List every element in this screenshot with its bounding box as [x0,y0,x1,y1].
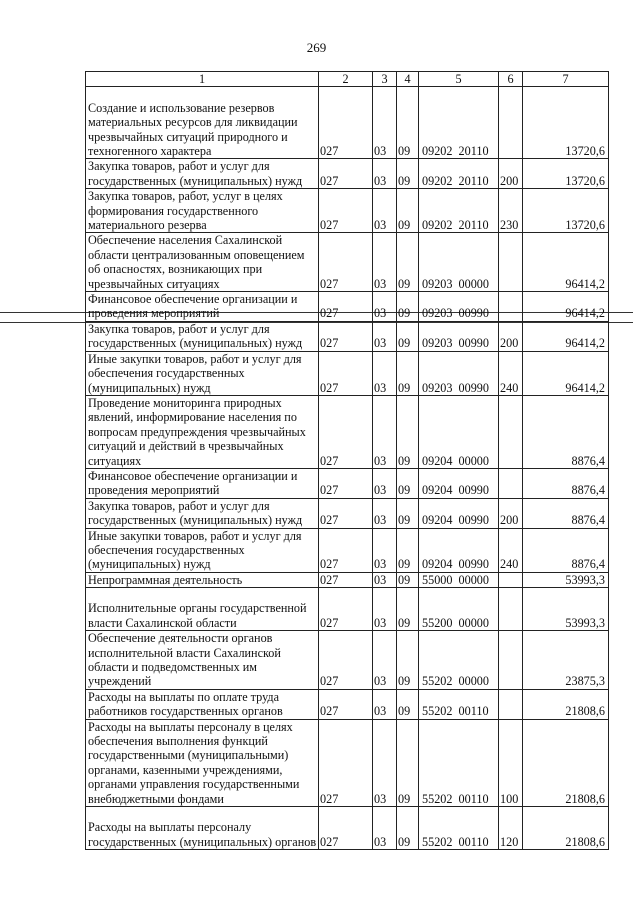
row-section-cell: 03 [373,572,397,587]
row-subsection-cell: 09 [397,498,419,528]
column-header: 5 [419,72,499,87]
column-header: 3 [373,72,397,87]
row-section-cell: 03 [373,159,397,189]
row-grbs-cell: 027 [319,159,373,189]
table-row [86,395,609,468]
table-row [86,351,609,395]
column-header: 7 [523,72,609,87]
row-grbs-cell: 027 [319,321,373,351]
row-name-cell: Закупка товаров, работ и услуг для государственных (муниципальных) нужд [86,321,319,351]
row-subsection-cell: 09 [397,572,419,587]
row-section-cell: 03 [373,498,397,528]
row-grbs-cell: 027 [319,233,373,292]
column-header: 4 [397,72,419,87]
row-target-article-cell: 09203 00990 [419,351,499,395]
table-row [86,719,609,806]
row-name-cell: Закупка товаров, работ, услуг в целях формирования государственного материального резерва [86,189,319,233]
column-header: 6 [499,72,523,87]
row-name-cell: Обеспечение населения Сахалинской области централизованным оповещением об опасностях, возникающих при чрезвычайных ситуациях [86,233,319,292]
row-name-cell: Иные закупки товаров, работ и услуг для обеспечения государственных (муниципальных) нужд [86,351,319,395]
row-grbs-cell: 027 [319,588,373,631]
row-grbs-cell: 027 [319,468,373,498]
row-subsection-cell: 09 [397,233,419,292]
row-subsection-cell: 09 [397,689,419,719]
row-amount-cell: 21808,6 [523,719,609,806]
table-row [86,528,609,572]
row-subsection-cell: 09 [397,395,419,468]
row-name-cell: Непрограммная деятельность [86,572,319,587]
row-section-cell: 03 [373,588,397,631]
row-grbs-cell: 027 [319,189,373,233]
row-target-article-cell: 09203 00990 [419,292,499,322]
row-expense-type-cell: 120 [499,807,523,850]
table-row [86,631,609,690]
row-name-cell: Закупка товаров, работ и услуг для государственных (муниципальных) нужд [86,498,319,528]
table-row [86,321,609,351]
header-row [86,72,609,87]
row-expense-type-cell [499,572,523,587]
row-name-cell: Финансовое обеспечение организации и проведения мероприятий [86,468,319,498]
row-name-cell: Исполнительные органы государственной власти Сахалинской области [86,588,319,631]
table-row [86,572,609,587]
row-amount-cell: 8876,4 [523,528,609,572]
row-name-cell: Финансовое обеспечение организации и проведения мероприятий [86,292,319,322]
row-amount-cell: 53993,3 [523,588,609,631]
row-section-cell: 03 [373,87,397,159]
row-amount-cell: 96414,2 [523,321,609,351]
row-section-cell: 03 [373,233,397,292]
row-subsection-cell: 09 [397,807,419,850]
table-row [86,807,609,850]
row-amount-cell: 96414,2 [523,292,609,322]
row-subsection-cell: 09 [397,468,419,498]
row-section-cell: 03 [373,395,397,468]
row-grbs-cell: 027 [319,395,373,468]
column-header: 2 [319,72,373,87]
row-expense-type-cell [499,468,523,498]
row-grbs-cell: 027 [319,689,373,719]
table-row [86,87,609,159]
row-amount-cell: 21808,6 [523,807,609,850]
row-target-article-cell: 55200 00000 [419,588,499,631]
table-row [86,689,609,719]
row-expense-type-cell [499,233,523,292]
row-amount-cell: 21808,6 [523,689,609,719]
row-target-article-cell: 09204 00990 [419,528,499,572]
row-name-cell: Расходы на выплаты по оплате труда работников государственных органов [86,689,319,719]
row-target-article-cell: 09204 00990 [419,468,499,498]
row-target-article-cell: 55202 00110 [419,807,499,850]
row-target-article-cell: 09202 20110 [419,189,499,233]
row-grbs-cell: 027 [319,292,373,322]
row-grbs-cell: 027 [319,572,373,587]
page-number: 269 [306,40,327,55]
table-row [86,292,609,322]
row-target-article-cell: 55000 00000 [419,572,499,587]
row-amount-cell: 8876,4 [523,395,609,468]
row-section-cell: 03 [373,351,397,395]
table-row [86,189,609,233]
row-expense-type-cell: 200 [499,159,523,189]
row-target-article-cell: 55202 00110 [419,719,499,806]
row-grbs-cell: 027 [319,719,373,806]
row-expense-type-cell: 240 [499,528,523,572]
row-amount-cell: 96414,2 [523,351,609,395]
row-expense-type-cell [499,689,523,719]
row-expense-type-cell [499,395,523,468]
row-subsection-cell: 09 [397,528,419,572]
row-name-cell: Обеспечение деятельности органов исполнительной власти Сахалинской области и подведомственных им учреждений [86,631,319,690]
row-target-article-cell: 09203 00000 [419,233,499,292]
row-target-article-cell: 09203 00990 [419,321,499,351]
row-amount-cell: 13720,6 [523,159,609,189]
row-expense-type-cell [499,631,523,690]
row-subsection-cell: 09 [397,292,419,322]
budget-table [85,71,609,850]
row-expense-type-cell [499,292,523,322]
row-section-cell: 03 [373,292,397,322]
row-expense-type-cell: 230 [499,189,523,233]
table-row [86,498,609,528]
row-expense-type-cell [499,588,523,631]
row-amount-cell: 8876,4 [523,468,609,498]
row-expense-type-cell: 200 [499,321,523,351]
row-grbs-cell: 027 [319,528,373,572]
row-target-article-cell: 09204 00000 [419,395,499,468]
row-name-cell: Закупка товаров, работ и услуг для государственных (муниципальных) нужд [86,159,319,189]
row-amount-cell: 96414,2 [523,233,609,292]
row-grbs-cell: 027 [319,807,373,850]
row-section-cell: 03 [373,689,397,719]
row-section-cell: 03 [373,631,397,690]
row-subsection-cell: 09 [397,631,419,690]
row-expense-type-cell: 200 [499,498,523,528]
row-subsection-cell: 09 [397,719,419,806]
row-subsection-cell: 09 [397,87,419,159]
row-subsection-cell: 09 [397,189,419,233]
row-amount-cell: 13720,6 [523,189,609,233]
row-amount-cell: 8876,4 [523,498,609,528]
row-expense-type-cell: 240 [499,351,523,395]
row-section-cell: 03 [373,468,397,498]
row-section-cell: 03 [373,719,397,806]
row-section-cell: 03 [373,528,397,572]
row-subsection-cell: 09 [397,321,419,351]
table-row [86,468,609,498]
row-target-article-cell: 55202 00000 [419,631,499,690]
row-name-cell: Расходы на выплаты персоналу в целях обеспечения выполнения функций государственными (муниципальными) органами, казенными учреждениями, органами управления государственными внебюджетными фондами [86,719,319,806]
table-row [86,233,609,292]
column-header: 1 [86,72,319,87]
row-subsection-cell: 09 [397,159,419,189]
row-name-cell: Создание и использование резервов материальных ресурсов для ликвидации чрезвычайных ситуаций природного и техногенного характера [86,87,319,159]
row-target-article-cell: 09202 20110 [419,87,499,159]
row-target-article-cell: 55202 00110 [419,689,499,719]
table-body [86,87,609,850]
row-amount-cell: 53993,3 [523,572,609,587]
row-amount-cell: 23875,3 [523,631,609,690]
row-name-cell: Расходы на выплаты персоналу государственных (муниципальных) органов [86,807,319,850]
row-section-cell: 03 [373,321,397,351]
table-row [86,588,609,631]
row-name-cell: Иные закупки товаров, работ и услуг для обеспечения государственных (муниципальных) нужд [86,528,319,572]
row-subsection-cell: 09 [397,588,419,631]
row-grbs-cell: 027 [319,631,373,690]
row-grbs-cell: 027 [319,498,373,528]
row-expense-type-cell [499,87,523,159]
row-section-cell: 03 [373,807,397,850]
row-grbs-cell: 027 [319,351,373,395]
row-amount-cell: 13720,6 [523,87,609,159]
row-target-article-cell: 09204 00990 [419,498,499,528]
row-name-cell: Проведение мониторинга природных явлений, информирование населения по вопросам предупреждения чрезвычайных ситуаций и действий в чрезвычайных ситуациях [86,395,319,468]
row-expense-type-cell: 100 [499,719,523,806]
table-row [86,159,609,189]
row-target-article-cell: 09202 20110 [419,159,499,189]
row-grbs-cell: 027 [319,87,373,159]
row-section-cell: 03 [373,189,397,233]
row-subsection-cell: 09 [397,351,419,395]
